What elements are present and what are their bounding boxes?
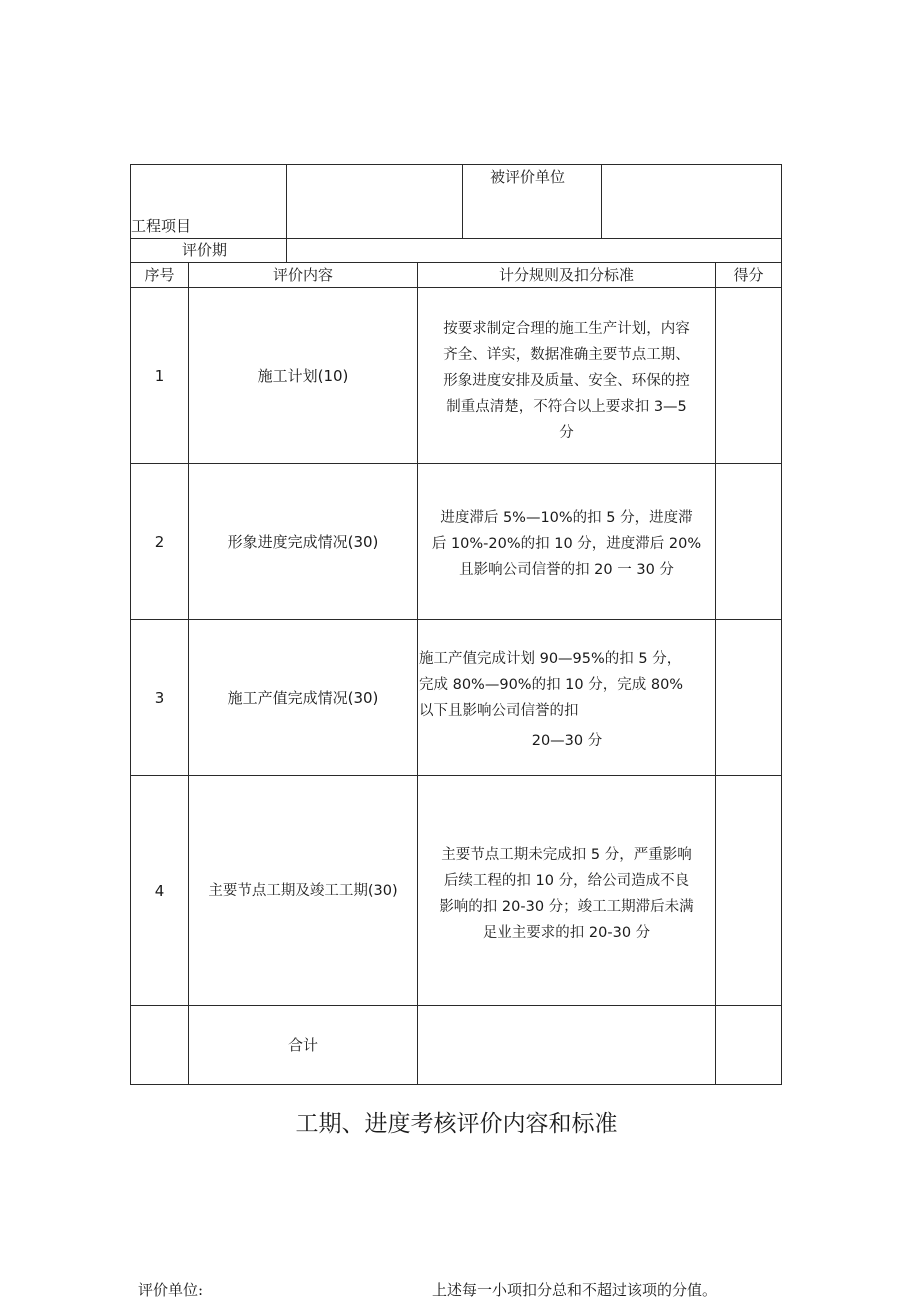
row-3-content: 施工产值完成情况(30) <box>227 688 379 707</box>
column-header-score: 得分 <box>733 266 764 284</box>
row-3-rules: 施工产值完成计划 90—95%的扣 5 分， 完成 80%—90%的扣 10 分，完成 80% 以下且影响公司信誉的扣 20—30 分 <box>419 651 684 749</box>
row-4-rules: 主要节点工期未完成扣 5 分，严重影响 后续工程的扣 10 分，给公司造成不良 影响的扣 20-30 分；竣工工期滞后未满 足业主要求的扣 20-30 分 <box>439 847 694 941</box>
row-3-score-cell[interactable] <box>716 620 781 775</box>
total-label: 合计 <box>287 1036 318 1054</box>
document-title: 工期、进度考核评价内容和标准 <box>295 1111 618 1137</box>
row-4-score-cell[interactable] <box>716 776 781 1005</box>
column-header-content: 评价内容 <box>272 266 333 284</box>
period-value-cell[interactable] <box>287 239 781 262</box>
column-header-no: 序号 <box>144 266 175 284</box>
row-2-content: 形象进度完成情况(30) <box>227 532 379 551</box>
total-rules-cell <box>418 1006 715 1084</box>
row-2-rules: 进度滞后 5%—10%的扣 5 分，进度滞 后 10%-20%的扣 10 分，进度滞后 20% 且影响公司信誉的扣 20 一 30 分 <box>431 510 702 578</box>
row-4-content: 主要节点工期及竣工工期(30) <box>208 882 398 899</box>
column-header-rules: 计分规则及扣分标准 <box>498 266 634 284</box>
project-value-cell[interactable] <box>287 165 462 238</box>
evaluated-unit-label: 被评价单位 <box>490 168 566 186</box>
row-2-score-cell[interactable] <box>716 464 781 619</box>
row-2-no: 2 <box>154 532 165 551</box>
period-label: 评价期 <box>182 241 228 259</box>
row-1-rules: 按要求制定合理的施工生产计划，内容 齐全、详实，数据准确主要节点工期、 形象进度安排及质量、安全、环保的控 制重点清楚，不符合以上要求扣 3—5 分 <box>443 321 690 441</box>
row-1-no: 1 <box>154 366 165 385</box>
row-3-no: 3 <box>154 688 165 707</box>
evaluator-label: 评价单位: <box>138 1281 204 1299</box>
row-1-score-cell[interactable] <box>716 288 781 463</box>
evaluated-unit-value-cell[interactable] <box>602 165 781 238</box>
total-score-cell[interactable] <box>716 1006 781 1084</box>
footer-note: 上述每一小项扣分总和不超过该项的分值。 <box>432 1281 718 1299</box>
row-4-no: 4 <box>154 881 165 900</box>
row-1-content: 施工计划(10) <box>257 366 349 385</box>
project-label: 工程项目 <box>131 217 192 235</box>
